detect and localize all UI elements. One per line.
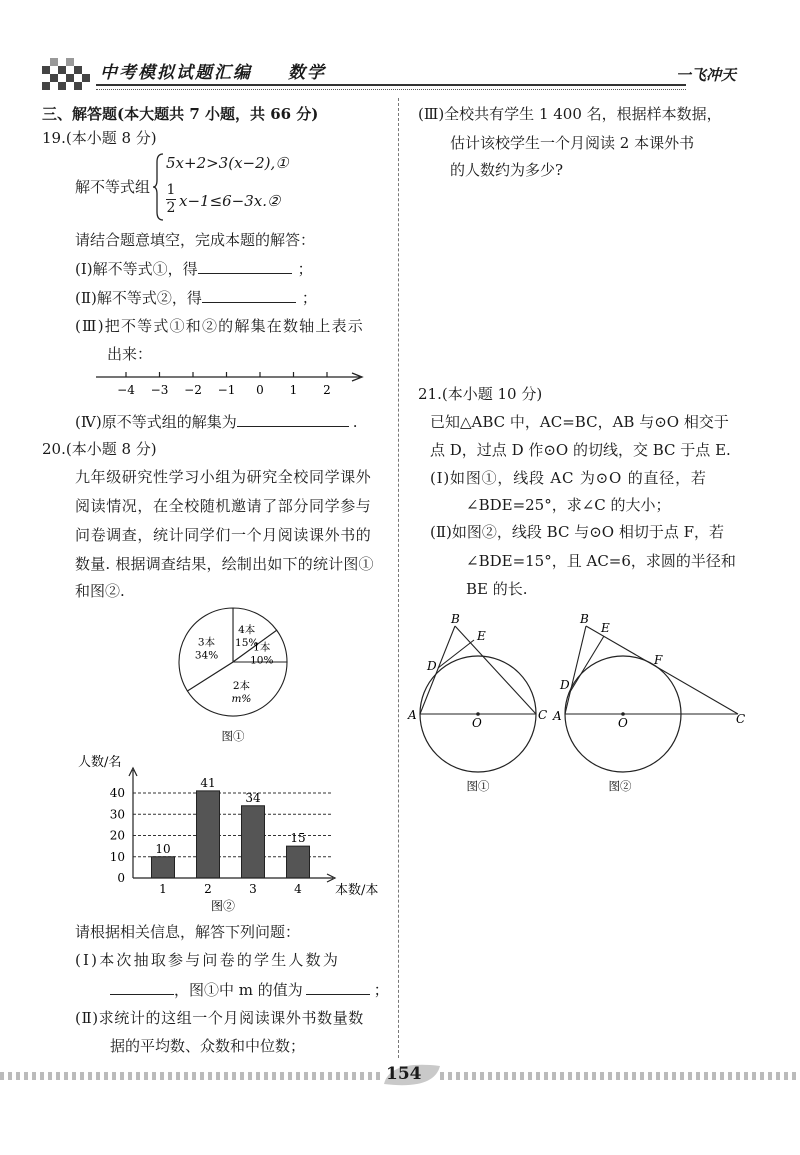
- q19-part2-text: (Ⅱ)解不等式②，得: [75, 289, 202, 307]
- bar-ytick-label: 20: [109, 828, 125, 843]
- q20-after-charts: 请根据相关信息，解答下列问题：: [75, 923, 301, 941]
- fig1-label-o: O: [472, 716, 482, 730]
- bar: [152, 857, 175, 878]
- bar: [197, 791, 220, 878]
- header: [0, 0, 800, 95]
- q21-number: 21.(本小题 10 分): [418, 385, 543, 403]
- pie-caption: 图①: [221, 729, 245, 743]
- q21-line: (Ⅱ)如图②，线段 BC 与⊙O 相切于点 F，若: [430, 523, 725, 541]
- q21-line: 点 D，过点 D 作⊙O 的切线，交 BC 于点 E.: [430, 441, 731, 459]
- q20-part1-blank-count[interactable]: [110, 980, 174, 995]
- fig2-label-e: E: [601, 621, 610, 635]
- number-line[interactable]: [90, 366, 370, 402]
- fig2-label-d: D: [560, 678, 570, 692]
- bar-caption: 图②: [210, 899, 236, 913]
- bar: [242, 806, 265, 878]
- fraction-numerator: 1: [166, 182, 176, 198]
- system-brace: [153, 152, 165, 222]
- q20-part3-line: (Ⅲ)全校共有学生 1 400 名，根据样本数据，: [418, 105, 722, 123]
- q19-part2: [75, 288, 317, 308]
- q21-line: ∠BDE=15°，且 AC=6，求圆的半径和: [466, 552, 736, 570]
- fig2-label-o: O: [618, 716, 628, 730]
- q20-part3-line: 的人数约为多少?: [450, 161, 564, 179]
- q19-prompt: 请结合题意填空，完成本题的解答：: [75, 231, 316, 249]
- q20-part1-line2: [110, 980, 389, 1000]
- bar-chart: [75, 750, 395, 918]
- pie-chart: [170, 600, 300, 748]
- bar-value-label: 34: [245, 790, 261, 805]
- geometry-figure-1: [402, 610, 562, 800]
- q20-part3-line: 估计该校学生一个月阅读 2 本课外书: [450, 134, 695, 152]
- number-line-tick-label: 0: [256, 383, 264, 397]
- bar-value-label: 41: [200, 775, 216, 790]
- q19-part4-answer-blank[interactable]: [237, 412, 349, 427]
- q19-part1-text: (Ⅰ)解不等式①，得: [75, 260, 198, 278]
- q19-number: 19.(本小题 8 分): [42, 129, 157, 147]
- q20-number: 20.(本小题 8 分): [42, 440, 157, 458]
- bar-category-label: 1: [159, 882, 167, 896]
- q21-line: BE 的长.: [466, 580, 528, 598]
- fig1-label-d: D: [427, 659, 437, 673]
- footer-border-left: [0, 1072, 380, 1080]
- q20-part1-line1: (Ⅰ)本次抽取参与问卷的学生人数为: [75, 951, 341, 969]
- q20-para-line: 数量. 根据调查结果，绘制出如下的统计图①: [75, 555, 374, 573]
- inequality-1: 5x+2>3(x−2),①: [166, 154, 289, 172]
- bar-category-label: 3: [249, 882, 257, 896]
- bar-value-label: 10: [155, 841, 171, 856]
- q21-line: (Ⅰ)如图①，线段 AC 为⊙O 的直径，若: [430, 469, 707, 487]
- bar-xlabel: 本数/本: [335, 883, 379, 898]
- bar-value-label: 15: [290, 831, 306, 846]
- geometry-figure-2: [548, 610, 758, 800]
- q20-para-line: 和图②.: [75, 582, 125, 600]
- pie-slice-label: 2本: [232, 680, 251, 693]
- q20-part1-end: ；: [373, 981, 389, 999]
- q20-part2-line2: 据的平均数、众数和中位数；: [110, 1037, 306, 1055]
- q20-para-line: 阅读情况，在全校随机邀请了部分同学参与: [75, 497, 372, 515]
- fig2-caption: 图②: [608, 779, 632, 793]
- fig2-label-b: B: [580, 612, 589, 626]
- q20-para-line: 九年级研究性学习小组为研究全校同学课外: [75, 468, 372, 486]
- bar: [287, 846, 310, 878]
- bar-ytick-label: 40: [109, 786, 125, 800]
- bar-category-label: 4: [294, 882, 302, 896]
- number-line-tick-label: −2: [184, 383, 202, 397]
- q19-intro: 解不等式组: [75, 178, 151, 196]
- page-number: 154: [386, 1064, 422, 1084]
- q19-part2-semicolon: ；: [301, 289, 317, 307]
- q20-part2-line1: (Ⅱ)求统计的这组一个月阅读课外书数量数: [75, 1009, 364, 1027]
- q21-line: 已知△ABC 中，AC=BC，AB 与⊙O 相交于: [430, 413, 729, 431]
- brand-logo: 一飞冲天: [676, 66, 737, 84]
- q21-line: ∠BDE=25°，求∠C 的大小；: [466, 496, 671, 514]
- q19-part1-answer-blank[interactable]: [198, 259, 292, 274]
- pie-slice-value: 15%: [235, 637, 259, 650]
- q20-para-line: 问卷调查，统计同学们一个月阅读课外书的: [75, 526, 372, 544]
- inequality-2-rest: x−1≤6−3x.②: [179, 192, 281, 210]
- header-checker-icon: [42, 58, 94, 90]
- bar-ylabel: 人数/名: [78, 755, 122, 770]
- footer-border-right: [440, 1072, 800, 1080]
- column-divider: [398, 98, 399, 1058]
- pie-slice-value: 34%: [194, 649, 219, 662]
- fig2-label-a: A: [553, 709, 562, 723]
- number-line-tick-label: −3: [150, 383, 169, 397]
- pie-slice-label: 4本: [238, 624, 256, 637]
- header-rule: [96, 84, 686, 86]
- q19-part4-text: (Ⅳ)原不等式组的解集为: [75, 413, 237, 431]
- q19-part4: [75, 412, 357, 432]
- q19-part1: [75, 259, 313, 279]
- number-line-tick-label: −4: [117, 383, 135, 397]
- q19-part2-answer-blank[interactable]: [202, 288, 296, 303]
- bar-ytick-label: 30: [109, 807, 125, 822]
- pie-slice-label: 3本: [197, 636, 216, 649]
- q20-part1-blank-m[interactable]: [306, 980, 370, 995]
- fig1-label-e: E: [477, 629, 486, 643]
- fig2-label-c: C: [736, 712, 746, 726]
- bar-ytick-label: 0: [117, 871, 125, 885]
- fig1-caption: 图①: [466, 779, 490, 793]
- q19-part3-line2: 出来：: [107, 345, 153, 363]
- bar-category-label: 2: [204, 882, 212, 896]
- q20-part1-mid: ，图①中 m 的值为: [174, 981, 303, 999]
- q19-part1-semicolon: ；: [297, 260, 313, 278]
- number-line-tick-label: 1: [289, 383, 298, 397]
- fraction-half: [166, 182, 176, 217]
- q19-part3-line1: (Ⅲ)把不等式①和②的解集在数轴上表示: [75, 317, 364, 335]
- pie-slice-label: 1本: [253, 641, 271, 654]
- fig2-label-f: F: [654, 653, 663, 667]
- fig1-label-a: A: [408, 708, 417, 722]
- fraction-denominator: 2: [166, 200, 176, 216]
- pie-slice-value: 10%: [250, 654, 274, 667]
- number-line-tick-label: −1: [217, 383, 236, 397]
- header-rule-thin: [96, 89, 686, 90]
- section-heading: 三、解答题(本大题共 7 小题，共 66 分): [42, 105, 319, 123]
- subject-title: 数学: [288, 63, 326, 83]
- pie-slice-value: m%: [231, 693, 252, 706]
- number-line-tick-label: 2: [323, 383, 331, 397]
- fig1-label-b: B: [451, 612, 460, 626]
- fig1-label-c: C: [538, 708, 548, 722]
- q19-part4-period: .: [352, 413, 358, 431]
- book-title: 中考模拟试题汇编: [100, 63, 252, 83]
- bar-ytick-label: 10: [109, 849, 125, 864]
